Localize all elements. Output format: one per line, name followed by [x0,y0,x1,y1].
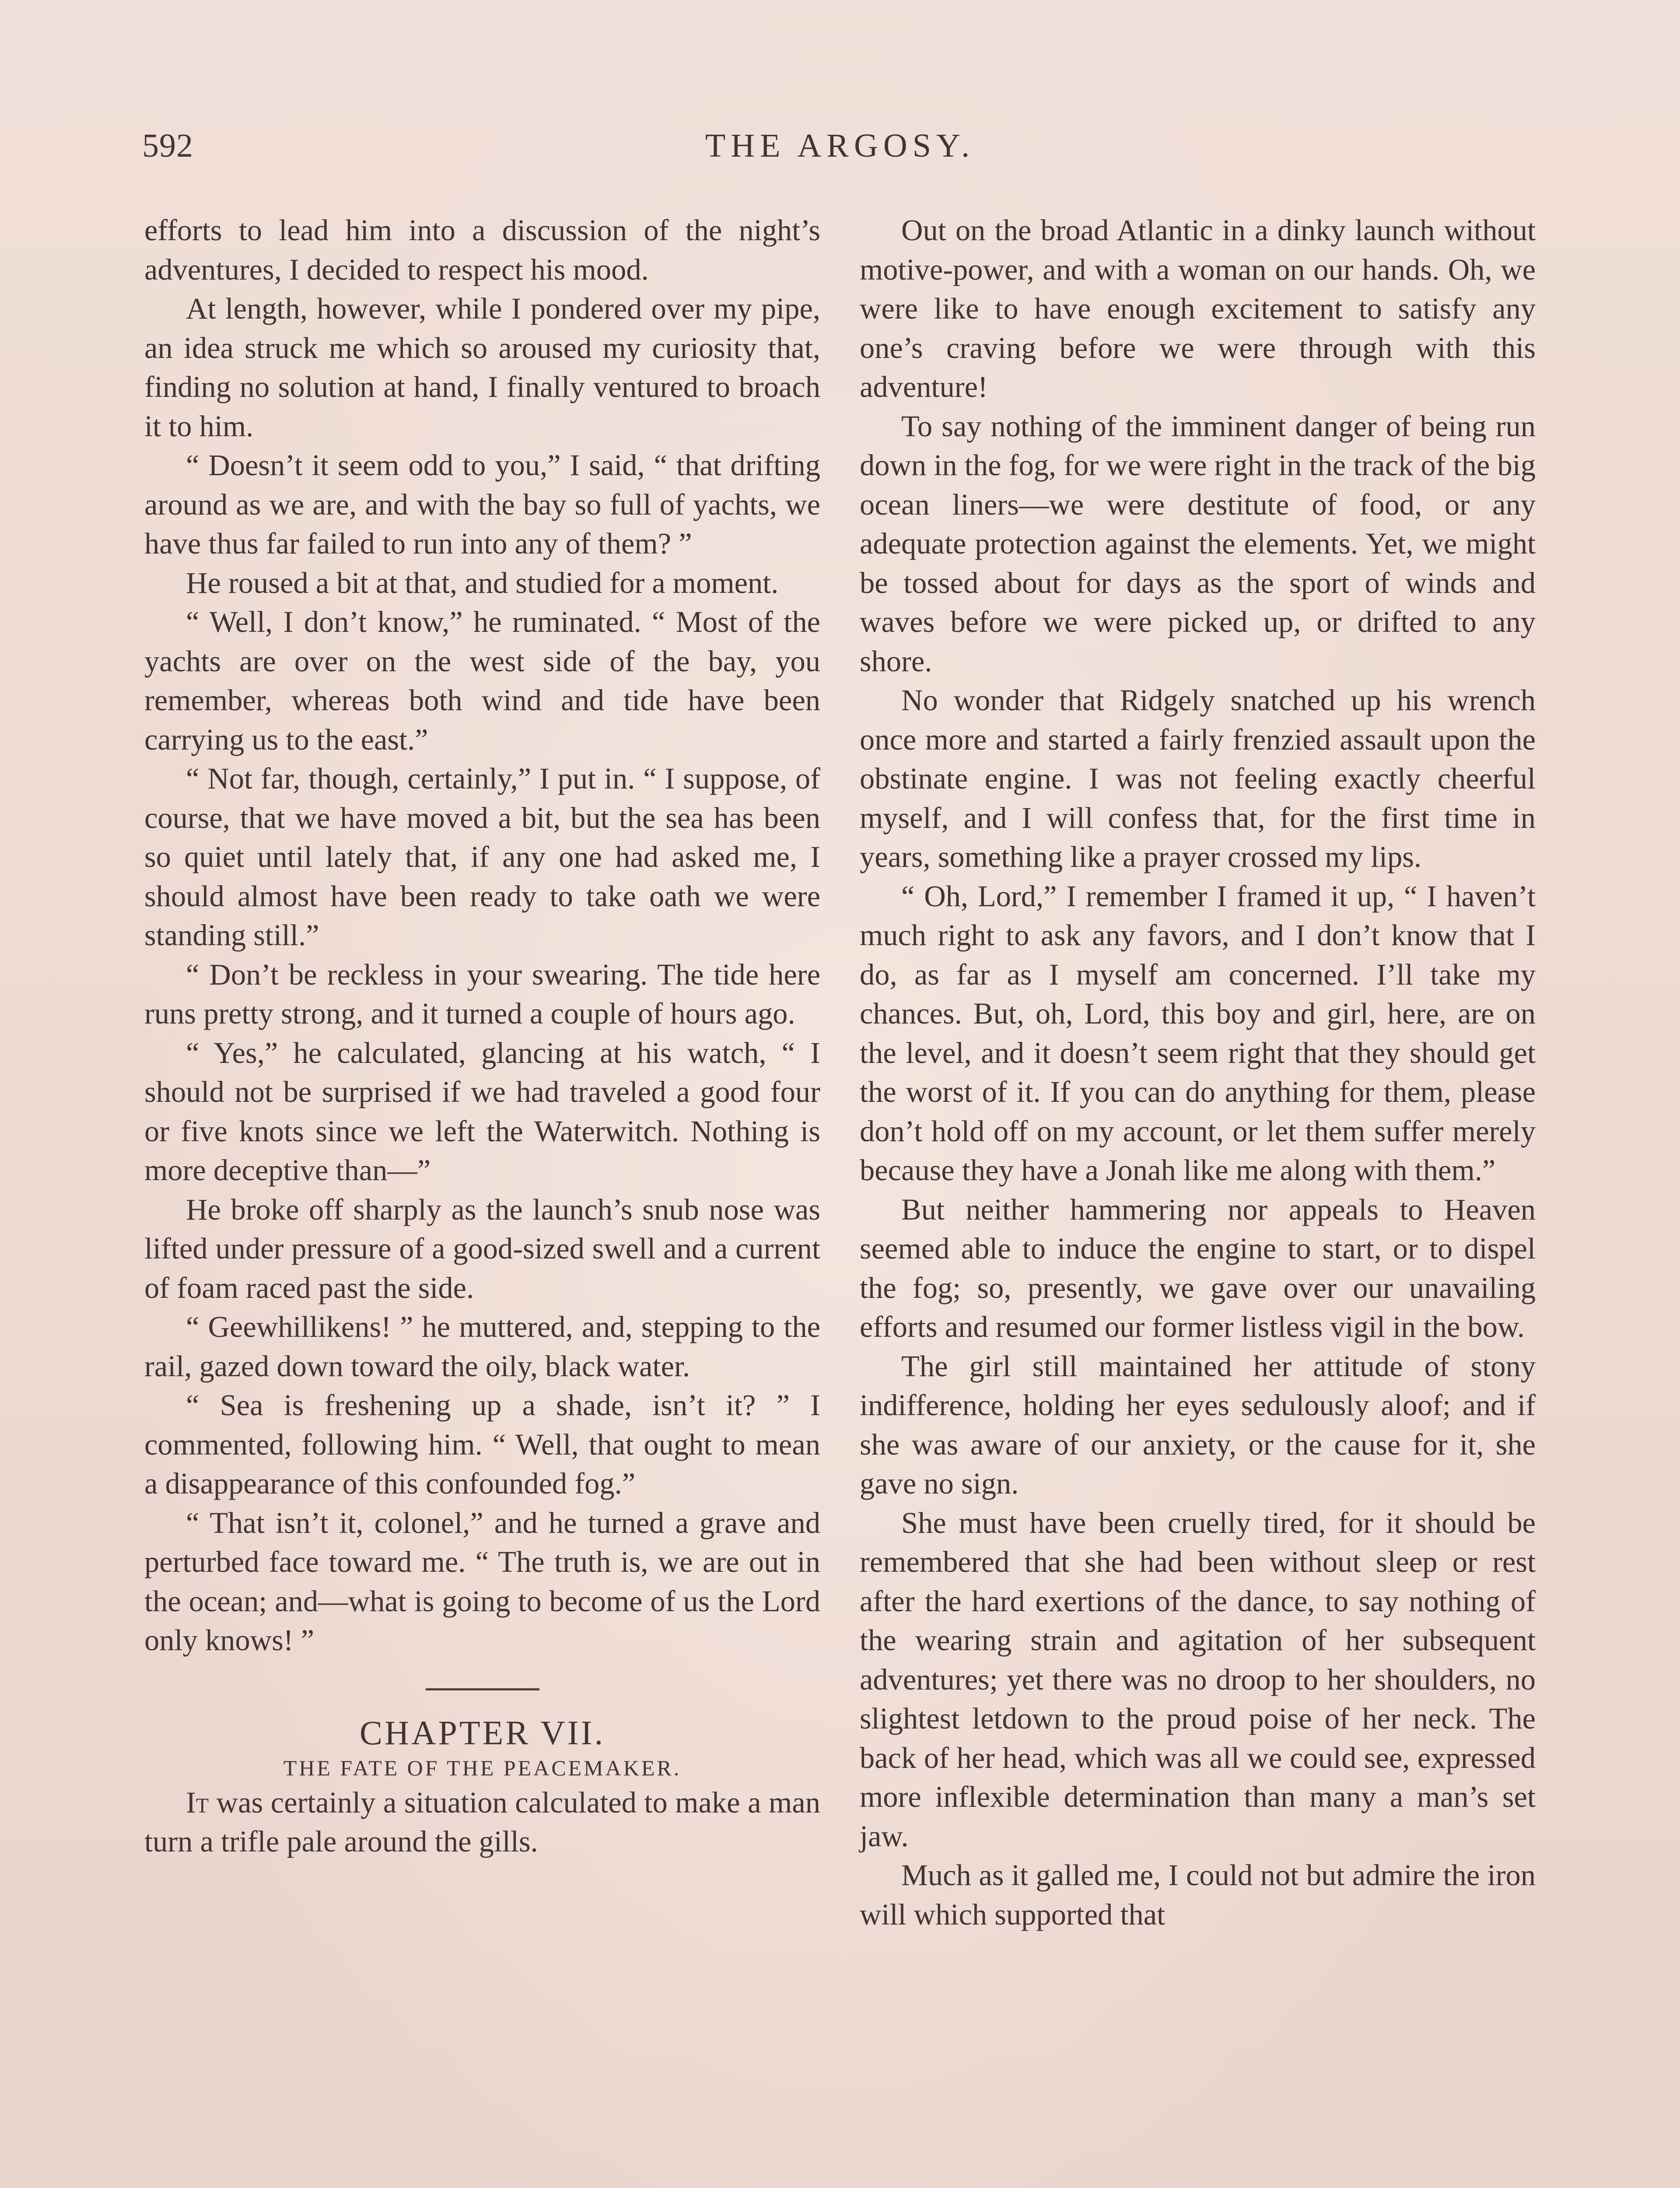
paragraph: “ Oh, Lord,” I remember I framed it up, “ I haven’t much right to ask any favors, and I don’t know that I do, as far as I myself am concerned. I’ll take my chances. But, oh, Lord, this boy and girl, here, are on the level, and it doesn’t seem right that they should get the worst of it. If you can do anything for them, please don’t hold off on my account, or let them suffer merely because they have a Jonah like me along with them.” [860,879,1536,1187]
paragraph: Much as it galled me, I could not but admire the iron will which supported that [860,1858,1536,1931]
paragraph: But neither hammering nor appeals to Heaven seemed able to induce the engine to start, or to dispel the fog; so, presently, we gave over our unavailing efforts and resumed our former listless vigil in the bow. [860,1192,1536,1343]
section-divider [426,1688,539,1690]
paragraph: “ Yes,” he calculated, glancing at his watch, “ I should not be surprised if we had traveled a good four or five knots since we left the Waterwitch. Nothing is more deceptive than—” [144,1036,820,1187]
chapter-opening-text: was certainly a situation calculated to make a man turn a trifle pale around the gills. [144,1785,820,1858]
paragraph: “ That isn’t it, colonel,” and he turned a grave and perturbed face toward me. “ The truth is, we are out in the ocean; and—what is going to become of us the Lord only knows! ” [144,1506,820,1657]
right-column [860,211,1536,1934]
chapter-opening-paragraph [144,1783,820,1862]
chapter-heading: CHAPTER VII. [359,1713,606,1752]
paragraph: The girl still maintained her attitude of stony indifference, holding her eyes sedulously aloof; and if she was aware of our anxiety, or the cause for it, she gave no sign. [860,1349,1536,1500]
chapter-title: THE FATE OF THE PEACEMAKER. [283,1755,682,1780]
paragraph: No wonder that Ridgely snatched up his wrench once more and started a fairly frenzied assault upon the obstinate engine. I was not feeling exactly cheerful myself, and I will confess that, for the first time in years, something like a prayer crossed my lips. [860,684,1536,873]
page-number: 592 [142,127,193,164]
paragraph: efforts to lead him into a discussion of the night’s adventures, I decided to respect his mood. [144,214,820,286]
paragraph: He roused a bit at that, and studied for a moment. [186,566,779,600]
paragraph: She must have been cruelly tired, for it should be remembered that she had been without sleep or rest after the hard exertions of the dance, to say nothing of the wearing strain and agitation of her subsequent adventures; yet there was no droop to her shoulders, no slightest letdown to the proud poise of her neck. The back of her head, which was all we could see, expressed more inflexible determination than many a man’s set jaw. [860,1506,1536,1853]
paragraph: “ Not far, though, certainly,” I put in. “ I suppose, of course, that we have moved a bit, but the sea has been so quiet until lately that, if any one had asked me, I should almost have been ready to take oath we were standing still.” [144,762,820,952]
running-title: THE ARGOSY. [705,127,975,164]
paragraph: Out on the broad Atlantic in a dinky launch without motive-power, and with a woman on our hands. Oh, we were like to have enough excitement to satisfy any one’s craving before we were through with this adventure! [860,214,1536,403]
paragraph: To say nothing of the imminent danger of being run down in the fog, for we were right in the track of the big ocean liners—we were destitute of food, or any adequate protection against the elements. Yet, we might be tossed about for days as the sport of winds and waves before we were picked up, or drifted to any shore. [860,409,1536,678]
paragraph: He broke off sharply as the launch’s snub nose was lifted under pressure of a good-sized swell and a current of foam raced past the side. [144,1192,820,1304]
paragraph: “ Doesn’t it seem odd to you,” I said, “ that drifting around as we are, and with the bay so full of yachts, we have thus far failed to run into any of them? ” [144,449,820,560]
paragraph: At length, however, while I pondered over my pipe, an idea struck me which so aroused my curiosity that, finding no solution at hand, I finally ventured to broach it to him. [144,292,820,443]
paragraph: “ Geewhillikens! ” he muttered, and, stepping to the rail, gazed down toward the oily, black water. [144,1310,820,1383]
paragraph: “ Sea is freshening up a shade, isn’t it? ” I commented, following him. “ Well, that ought to mean a disappearance of this confounded fog.” [144,1389,820,1500]
page-header [142,127,1538,175]
left-column [144,211,820,1862]
paragraph: “ Well, I don’t know,” he ruminated. “ Most of the yachts are over on the west side of the bay, you remember, whereas both wind and tide have been carrying us to the east.” [144,605,820,756]
paragraph: “ Don’t be reckless in your swearing. The tide here runs pretty strong, and it turned a couple of hours ago. [144,957,820,1030]
chapter-lead-word: It [186,1785,209,1819]
